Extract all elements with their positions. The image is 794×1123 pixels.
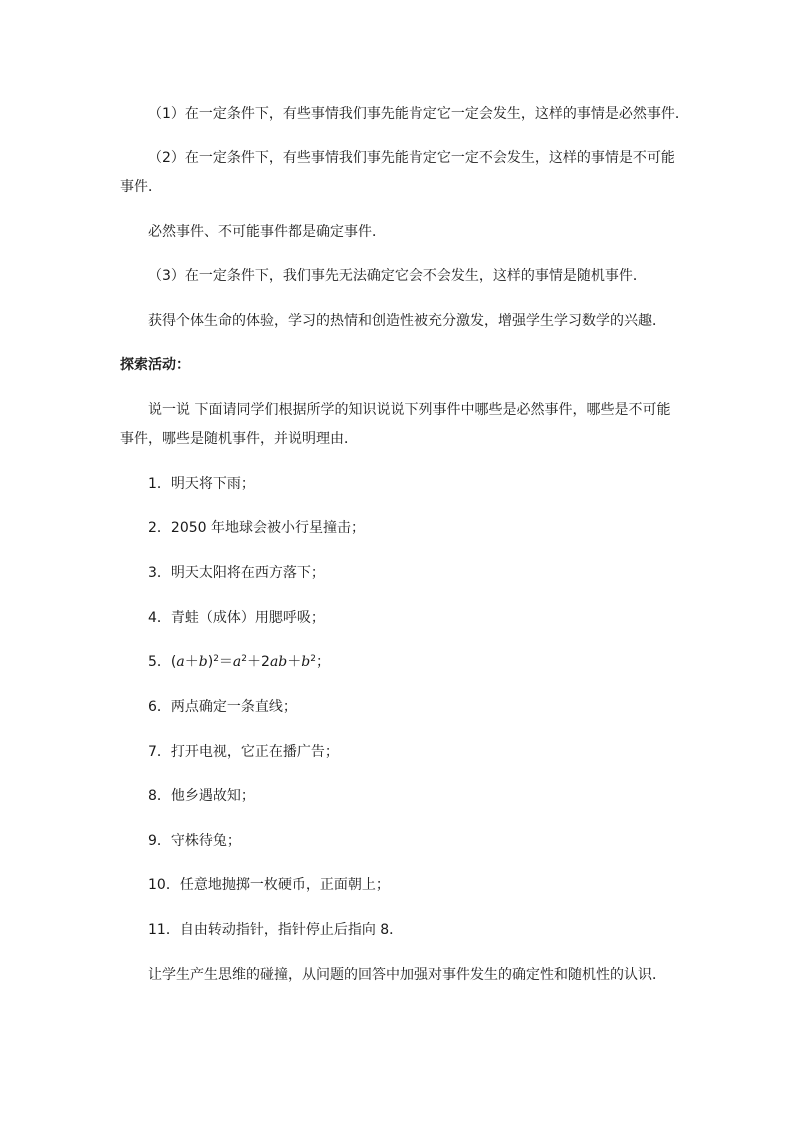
list-item-3: 3．明天太阳将在西方落下；	[148, 565, 325, 581]
list-item-8: 8．他乡遇故知；	[148, 788, 255, 804]
list-item-2: 2．2050 年地球会被小行星撞击；	[148, 520, 365, 536]
item5-plus: ＋	[184, 654, 199, 670]
item5-exp-1: 2	[213, 654, 219, 664]
item5-var-b: b	[198, 654, 208, 670]
item5-paren-open: (	[170, 654, 177, 670]
list-item-7: 7．打开电视，它正在播广告；	[148, 744, 339, 760]
list-item-9: 9．守株待兔；	[148, 833, 241, 849]
section-heading: 探索活动：	[120, 357, 190, 373]
list-item-6: 6．两点确定一条直线；	[148, 699, 297, 715]
paragraph-certain-event: （1）在一定条件下，有些事情我们事先能肯定它一定会发生，这样的事情是必然事件．	[148, 106, 689, 122]
list-item-1: 1．明天将下雨；	[148, 476, 255, 492]
list-item-10: 10．任意地抛掷一枚硬币，正面朝上；	[148, 877, 390, 893]
intro-line1: 说一说 下面请同学们根据所学的知识说说下列事件中哪些是必然事件，哪些是不可能	[148, 402, 671, 418]
item5-var-ab: ab	[269, 654, 288, 670]
paragraph-impossible-event-line1: （2）在一定条件下，有些事情我们事先能肯定它一定不会发生，这样的事情是不可能	[148, 150, 675, 166]
paragraph-determined-events: 必然事件、不可能事件都是确定事件．	[148, 224, 386, 240]
closing-paragraph: 让学生产生思维的碰撞，从问题的回答中加强对事件发生的确定性和随机性的认识．	[148, 967, 666, 983]
item5-var-a2: a	[232, 654, 242, 670]
list-item-11: 11．自由转动指针，指针停止后指向 8．	[148, 922, 404, 938]
paragraph-random-event: （3）在一定条件下，我们事先无法确定它会不会发生，这样的事情是随机事件．	[148, 268, 647, 284]
item5-paren-close: )	[207, 654, 214, 670]
item5-plus-3: ＋	[287, 654, 302, 670]
paragraph-impossible-event-line2: 事件．	[120, 179, 162, 195]
intro-line2: 事件，哪些是随机事件，并说明理由．	[120, 431, 358, 447]
item5-exp-2: 2	[241, 654, 248, 664]
list-item-4: 4．青蛙（成体）用腮呼吸；	[148, 610, 325, 626]
item5-equals: ＝	[218, 654, 233, 670]
paragraph-experience: 获得个体生命的体验，学习的热情和创造性被充分激发，增强学生学习数学的兴趣．	[148, 313, 666, 329]
item5-var-b2: b	[301, 654, 311, 670]
list-item-5	[148, 652, 676, 672]
item5-plus-two: ＋2	[247, 654, 270, 670]
item5-suffix: ；	[315, 654, 330, 670]
item5-var-a: a	[176, 654, 185, 670]
item5-prefix: 5．	[148, 654, 171, 670]
item5-exp-3: 2	[310, 654, 316, 664]
